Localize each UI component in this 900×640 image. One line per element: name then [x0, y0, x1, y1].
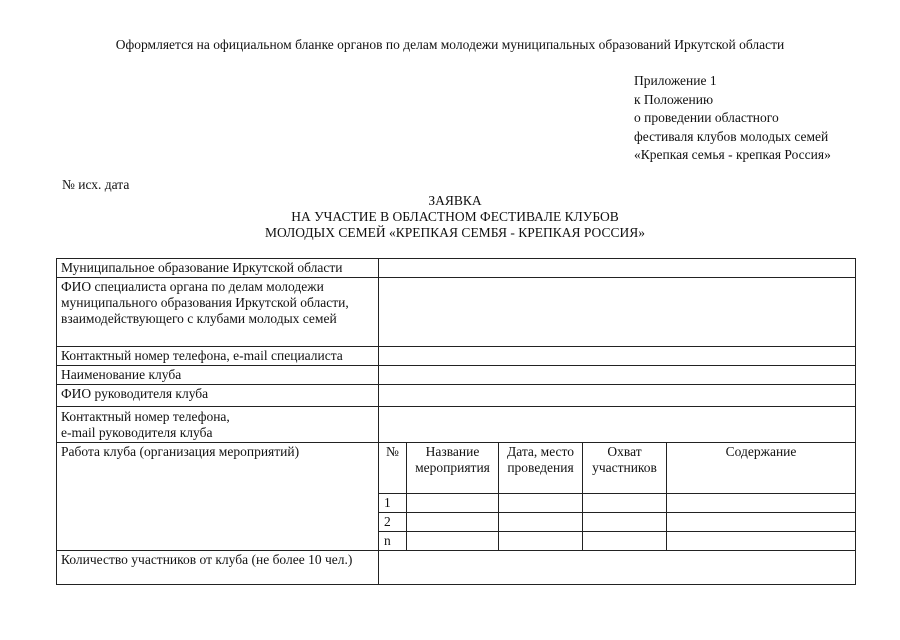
events-header-content: Содержание	[667, 443, 856, 494]
table-row	[57, 551, 856, 585]
row-label-leader-name: ФИО руководителя клуба	[57, 385, 379, 407]
title-line: МОЛОДЫХ СЕМЕЙ «КРЕПКАЯ СЕМБЯ - КРЕПКАЯ РОССИЯ»	[265, 225, 645, 240]
row-label-participants: Количество участников от клуба (не более 10 чел.)	[57, 551, 379, 585]
reference-number-date: № исх. дата	[62, 177, 130, 192]
leader-contact-line: Контактный номер телефона,	[61, 409, 230, 424]
events-cell[interactable]	[583, 513, 667, 532]
events-cell[interactable]	[667, 513, 856, 532]
leader-contact-line: e-mail руководителя клуба	[61, 425, 213, 440]
table-row	[57, 366, 856, 385]
events-row-number: n	[379, 532, 407, 551]
events-header-name: Название мероприятия	[407, 443, 499, 494]
row-label-specialist-name: ФИО специалиста органа по делам молодежи муниципального образования Иркутской области, взаимодействующего с клубами молодых семей	[57, 278, 379, 347]
row-label-leader-contact	[57, 407, 379, 443]
field-participants[interactable]	[379, 551, 856, 585]
table-row	[57, 385, 856, 407]
table-row	[57, 278, 856, 347]
table-row	[57, 347, 856, 366]
document-title	[0, 193, 900, 241]
events-cell[interactable]	[583, 532, 667, 551]
events-header-date-place: Дата, место проведения	[499, 443, 583, 494]
events-header-number: №	[379, 443, 407, 494]
field-leader-name[interactable]	[379, 385, 856, 407]
appendix-line: о проведении областного	[634, 110, 779, 125]
title-line: ЗАЯВКА	[428, 193, 482, 208]
appendix-block	[634, 72, 831, 165]
events-cell[interactable]	[499, 513, 583, 532]
field-municipality[interactable]	[379, 259, 856, 278]
row-label-municipality: Муниципальное образование Иркутской области	[57, 259, 379, 278]
field-leader-contact[interactable]	[379, 407, 856, 443]
events-row-number: 2	[379, 513, 407, 532]
appendix-line: Приложение 1	[634, 73, 717, 88]
table-row	[57, 407, 856, 443]
row-label-specialist-contact: Контактный номер телефона, e-mail специалиста	[57, 347, 379, 366]
events-cell[interactable]	[499, 532, 583, 551]
header-note: Оформляется на официальном бланке органов по делам молодежи муниципальных образований Иркутской области	[115, 37, 785, 52]
events-cell[interactable]	[407, 513, 499, 532]
appendix-line: фестиваля клубов молодых семей	[634, 128, 829, 144]
title-line: НА УЧАСТИЕ В ОБЛАСТНОМ ФЕСТИВАЛЕ КЛУБОВ	[291, 209, 619, 224]
events-cell[interactable]	[407, 494, 499, 513]
field-specialist-name[interactable]	[379, 278, 856, 347]
events-row-number: 1	[379, 494, 407, 513]
row-label-club-work: Работа клуба (организация мероприятий)	[57, 443, 379, 551]
events-cell[interactable]	[667, 532, 856, 551]
events-header-coverage: Охват участников	[583, 443, 667, 494]
appendix-line: «Крепкая семья - крепкая Россия»	[634, 147, 831, 162]
table-row	[57, 259, 856, 278]
field-specialist-contact[interactable]	[379, 347, 856, 366]
field-club-name[interactable]	[379, 366, 856, 385]
events-cell[interactable]	[407, 532, 499, 551]
table-row	[57, 443, 856, 494]
events-cell[interactable]	[583, 494, 667, 513]
events-cell[interactable]	[667, 494, 856, 513]
row-label-club-name: Наименование клуба	[57, 366, 379, 385]
appendix-line: к Положению	[634, 91, 714, 107]
events-cell[interactable]	[499, 494, 583, 513]
application-form-table	[56, 258, 856, 585]
